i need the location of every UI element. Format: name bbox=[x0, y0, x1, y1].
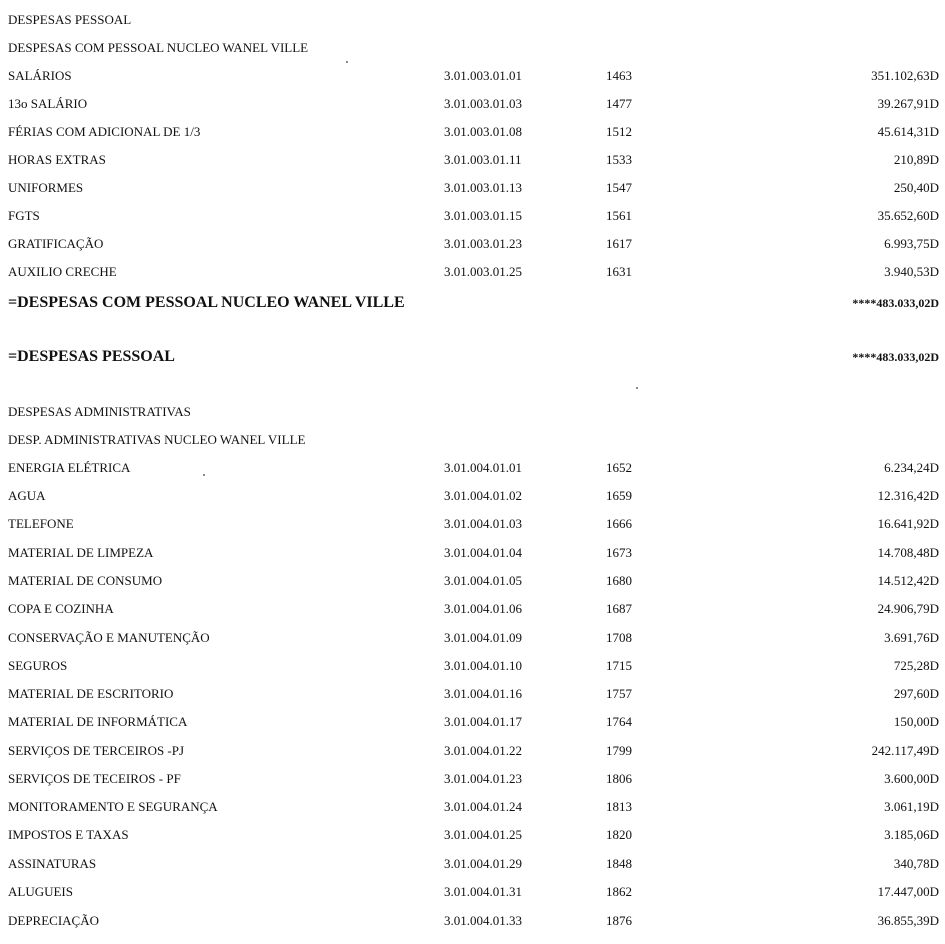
row-account: 3.01.003.01.13 bbox=[444, 180, 522, 195]
row-account: 3.01.004.01.16 bbox=[444, 686, 522, 701]
row-value: 6.993,75D bbox=[884, 236, 939, 251]
row-value: 36.855,39D bbox=[877, 913, 939, 928]
ledger-row bbox=[0, 598, 945, 620]
row-account: 3.01.004.01.10 bbox=[444, 658, 522, 673]
row-code: 1715 bbox=[606, 658, 632, 673]
row-code: 1806 bbox=[606, 771, 632, 786]
ledger-row bbox=[0, 121, 945, 143]
row-value: 45.614,31D bbox=[877, 124, 939, 139]
row-value: 297,60D bbox=[893, 686, 939, 701]
row-value: 210,89D bbox=[893, 152, 939, 167]
row-value: 24.906,79D bbox=[877, 601, 939, 616]
row-description: HORAS EXTRAS bbox=[8, 152, 106, 167]
row-account: 3.01.003.01.01 bbox=[444, 68, 522, 83]
ledger-row bbox=[0, 485, 945, 507]
ledger-row bbox=[0, 768, 945, 790]
ledger-row bbox=[0, 542, 945, 564]
row-value: 14.512,42D bbox=[877, 573, 939, 588]
row-account: 3.01.004.01.24 bbox=[444, 799, 522, 814]
scan-speck bbox=[203, 474, 205, 476]
row-code: 1477 bbox=[606, 96, 632, 111]
ledger-row bbox=[0, 910, 945, 932]
row-code: 1799 bbox=[606, 743, 632, 758]
row-account: 3.01.004.01.17 bbox=[444, 714, 522, 729]
row-description: ASSINATURAS bbox=[8, 856, 97, 871]
ledger-row bbox=[0, 570, 945, 592]
row-value: 35.652,60D bbox=[877, 208, 939, 223]
row-description: DEPRECIAÇÃO bbox=[8, 913, 100, 928]
row-description: COPA E COZINHA bbox=[8, 601, 114, 616]
row-code: 1876 bbox=[606, 913, 632, 928]
row-value: 16.641,92D bbox=[877, 516, 939, 531]
ledger-row bbox=[0, 853, 945, 875]
row-account: 3.01.003.01.23 bbox=[444, 236, 522, 251]
ledger-row bbox=[0, 513, 945, 535]
group-total-row-personnel bbox=[0, 346, 945, 368]
row-description: AUXILIO CRECHE bbox=[8, 264, 117, 279]
row-description: SERVIÇOS DE TECEIROS - PF bbox=[8, 771, 181, 786]
group-title-text: DESPESAS ADMINISTRATIVAS bbox=[8, 404, 191, 419]
row-account: 3.01.004.01.04 bbox=[444, 545, 522, 560]
row-code: 1512 bbox=[606, 124, 632, 139]
sub-title-text: DESP. ADMINISTRATIVAS NUCLEO WANEL VILLE bbox=[8, 432, 306, 447]
row-account: 3.01.004.01.25 bbox=[444, 827, 522, 842]
row-description: MATERIAL DE ESCRITORIO bbox=[8, 686, 174, 701]
row-account: 3.01.004.01.02 bbox=[444, 488, 522, 503]
sub-title-admin bbox=[0, 429, 945, 451]
ledger-row bbox=[0, 683, 945, 705]
group-total-value: ****483.033,02D bbox=[852, 350, 939, 364]
ledger-row bbox=[0, 740, 945, 762]
row-account: 3.01.004.01.09 bbox=[444, 630, 522, 645]
row-code: 1708 bbox=[606, 630, 632, 645]
ledger-row bbox=[0, 796, 945, 818]
row-description: MATERIAL DE INFORMÁTICA bbox=[8, 714, 188, 729]
row-value: 150,00D bbox=[893, 714, 939, 729]
row-value: 250,40D bbox=[893, 180, 939, 195]
row-description: FÉRIAS COM ADICIONAL DE 1/3 bbox=[8, 124, 201, 139]
row-account: 3.01.003.01.25 bbox=[444, 264, 522, 279]
row-account: 3.01.004.01.03 bbox=[444, 516, 522, 531]
row-account: 3.01.004.01.23 bbox=[444, 771, 522, 786]
row-code: 1533 bbox=[606, 152, 632, 167]
row-code: 1848 bbox=[606, 856, 632, 871]
subtotal-label: =DESPESAS COM PESSOAL NUCLEO WANEL VILLE bbox=[8, 294, 405, 311]
row-description: MATERIAL DE CONSUMO bbox=[8, 573, 163, 588]
row-code: 1764 bbox=[606, 714, 632, 729]
row-description: AGUA bbox=[8, 488, 46, 503]
row-account: 3.01.004.01.22 bbox=[444, 743, 522, 758]
ledger-row bbox=[0, 824, 945, 846]
row-description: GRATIFICAÇÃO bbox=[8, 236, 104, 251]
row-code: 1673 bbox=[606, 545, 632, 560]
row-account: 3.01.003.01.03 bbox=[444, 96, 522, 111]
row-code: 1617 bbox=[606, 236, 632, 251]
ledger-row bbox=[0, 655, 945, 677]
row-account: 3.01.003.01.11 bbox=[444, 152, 522, 167]
row-value: 17.447,00D bbox=[877, 884, 939, 899]
scan-speck bbox=[346, 61, 348, 63]
row-account: 3.01.004.01.31 bbox=[444, 884, 522, 899]
group-title-text: DESPESAS PESSOAL bbox=[8, 12, 132, 27]
row-description: MATERIAL DE LIMPEZA bbox=[8, 545, 154, 560]
ledger-row bbox=[0, 233, 945, 255]
ledger-row bbox=[0, 881, 945, 903]
row-value: 351.102,63D bbox=[871, 68, 939, 83]
row-description: ALUGUEIS bbox=[8, 884, 73, 899]
ledger-row bbox=[0, 205, 945, 227]
ledger-row bbox=[0, 261, 945, 283]
sub-title-text: DESPESAS COM PESSOAL NUCLEO WANEL VILLE bbox=[8, 40, 309, 55]
row-account: 3.01.004.01.29 bbox=[444, 856, 522, 871]
row-account: 3.01.003.01.08 bbox=[444, 124, 522, 139]
row-value: 3.940,53D bbox=[884, 264, 939, 279]
row-description: SEGUROS bbox=[8, 658, 68, 673]
row-value: 39.267,91D bbox=[877, 96, 939, 111]
row-value: 6.234,24D bbox=[884, 460, 939, 475]
row-value: 14.708,48D bbox=[877, 545, 939, 560]
ledger-row bbox=[0, 457, 945, 479]
ledger-row bbox=[0, 65, 945, 87]
row-value: 242.117,49D bbox=[871, 743, 939, 758]
row-description: SERVIÇOS DE TERCEIROS -PJ bbox=[8, 743, 185, 758]
row-code: 1820 bbox=[606, 827, 632, 842]
row-description: CONSERVAÇÃO E MANUTENÇÃO bbox=[8, 630, 210, 645]
row-value: 3.185,06D bbox=[884, 827, 939, 842]
row-account: 3.01.003.01.15 bbox=[444, 208, 522, 223]
group-total-label: =DESPESAS PESSOAL bbox=[8, 348, 175, 365]
row-description: ENERGIA ELÉTRICA bbox=[8, 460, 131, 475]
row-code: 1659 bbox=[606, 488, 632, 503]
row-code: 1561 bbox=[606, 208, 632, 223]
row-code: 1463 bbox=[606, 68, 632, 83]
row-description: IMPOSTOS E TAXAS bbox=[8, 827, 129, 842]
row-code: 1652 bbox=[606, 460, 632, 475]
row-code: 1862 bbox=[606, 884, 632, 899]
ledger-row bbox=[0, 627, 945, 649]
row-description: UNIFORMES bbox=[8, 180, 84, 195]
group-title-admin bbox=[0, 401, 945, 423]
row-value: 3.600,00D bbox=[884, 771, 939, 786]
row-value: 12.316,42D bbox=[877, 488, 939, 503]
row-account: 3.01.004.01.01 bbox=[444, 460, 522, 475]
row-description: SALÁRIOS bbox=[8, 68, 72, 83]
row-code: 1547 bbox=[606, 180, 632, 195]
row-account: 3.01.004.01.33 bbox=[444, 913, 522, 928]
row-description: MONITORAMENTO E SEGURANÇA bbox=[8, 799, 218, 814]
row-value: 3.691,76D bbox=[884, 630, 939, 645]
row-code: 1757 bbox=[606, 686, 632, 701]
row-code: 1631 bbox=[606, 264, 632, 279]
row-description: 13o SALÁRIO bbox=[8, 96, 88, 111]
row-description: TELEFONE bbox=[8, 516, 74, 531]
sub-title-personnel bbox=[0, 37, 945, 59]
row-code: 1687 bbox=[606, 601, 632, 616]
subtotal-row-personnel bbox=[0, 292, 945, 314]
ledger-row bbox=[0, 711, 945, 733]
row-value: 3.061,19D bbox=[884, 799, 939, 814]
ledger-row bbox=[0, 149, 945, 171]
row-account: 3.01.004.01.05 bbox=[444, 573, 522, 588]
row-account: 3.01.004.01.06 bbox=[444, 601, 522, 616]
row-code: 1813 bbox=[606, 799, 632, 814]
group-title-personnel bbox=[0, 9, 945, 31]
row-value: 340,78D bbox=[893, 856, 939, 871]
subtotal-value: ****483.033,02D bbox=[852, 296, 939, 310]
ledger-row bbox=[0, 177, 945, 199]
ledger-row bbox=[0, 93, 945, 115]
row-description: FGTS bbox=[8, 208, 40, 223]
row-value: 725,28D bbox=[893, 658, 939, 673]
scan-speck bbox=[636, 387, 638, 389]
row-code: 1680 bbox=[606, 573, 632, 588]
row-code: 1666 bbox=[606, 516, 632, 531]
